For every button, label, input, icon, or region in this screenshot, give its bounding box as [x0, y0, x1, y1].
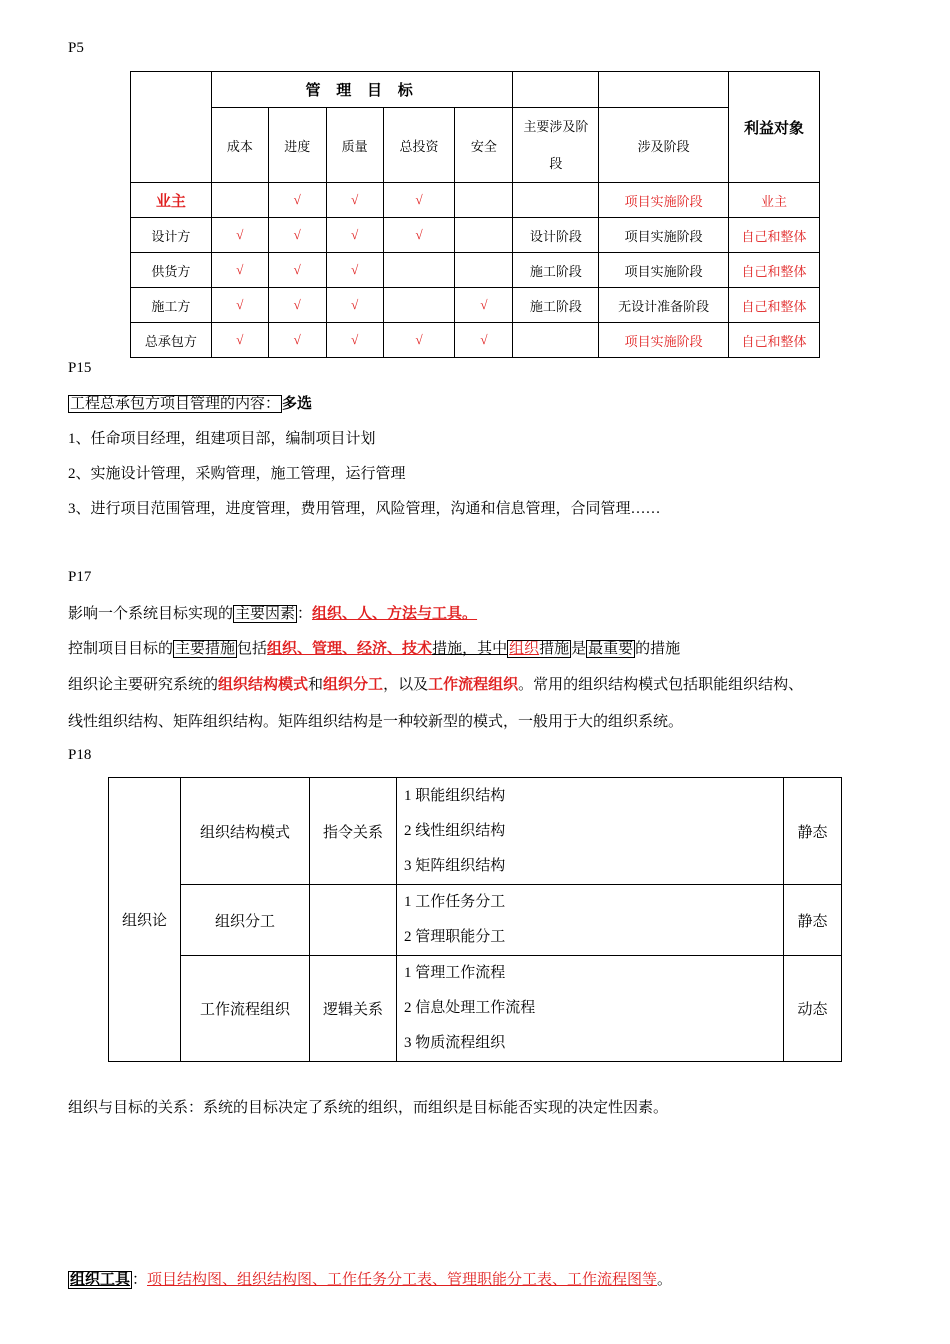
text-span: 影响一个系统目标实现的: [68, 606, 234, 622]
stakeholder-cell: 自己和整体: [729, 218, 820, 253]
check-cell: [211, 183, 268, 218]
text-span: 包括: [237, 641, 268, 657]
key-term: 组织分工: [323, 677, 384, 693]
stakeholder-header: 利益对象: [729, 72, 820, 183]
col-cost: 成本: [211, 108, 268, 183]
text-span: 和: [308, 677, 324, 693]
p17-line-3: [68, 675, 803, 695]
check-cell: √: [211, 288, 268, 323]
check-cell: √: [268, 323, 326, 358]
check-cell: √: [455, 323, 513, 358]
text-span: ：: [297, 606, 313, 622]
table-row: [131, 183, 820, 218]
stakeholder-cell: 业主: [729, 183, 820, 218]
group-name-cell: 组织结构模式: [181, 778, 310, 885]
items-cell: [397, 885, 784, 956]
org-tools-label: 组织工具: [70, 1272, 131, 1288]
list-item: 1 职能组织结构: [404, 787, 506, 804]
state-cell: 静态: [784, 885, 842, 956]
list-item: 1 管理工作流程: [404, 965, 506, 981]
text-span: ，以及: [383, 677, 429, 693]
check-cell: √: [268, 253, 326, 288]
check-cell: [455, 253, 513, 288]
stakeholder-cell: 自己和整体: [729, 288, 820, 323]
relation-cell: [310, 885, 397, 956]
items-cell: [397, 956, 784, 1062]
check-cell: √: [268, 218, 326, 253]
list-item: 3 物质流程组织: [404, 1035, 506, 1051]
check-cell: √: [326, 183, 383, 218]
blank-header-cell: [599, 72, 729, 108]
party-cell: 业主: [131, 183, 212, 218]
stage-cell: 无设计准备阶段: [599, 288, 729, 323]
table-row: [131, 288, 820, 323]
corner-cell: [131, 72, 212, 183]
organization-theory-table: [108, 777, 842, 1062]
items-cell: [397, 778, 784, 885]
col-main-stage: 主要涉及阶段: [513, 108, 599, 183]
stage-cell: 项目实施阶段: [599, 253, 729, 288]
key-measures: 组织、管理、经济、技术: [267, 641, 433, 657]
relation-note: 组织与目标的关系：系统的目标决定了系统的组织，而组织是目标能否实现的决定性因素。: [68, 1100, 669, 1116]
check-cell: √: [455, 288, 513, 323]
check-cell: √: [211, 253, 268, 288]
group-name-cell: 工作流程组织: [181, 956, 310, 1062]
text-span: 控制项目目标的: [68, 641, 174, 657]
list-item: 3、进行项目范围管理，进度管理，费用管理，风险管理，沟通和信息管理，合同管理……: [68, 501, 661, 517]
check-cell: [383, 288, 455, 323]
col-quality: 质量: [326, 108, 383, 183]
list-item: 2 信息处理工作流程: [404, 1000, 536, 1016]
check-cell: √: [326, 218, 383, 253]
list-item: 1、任命项目经理，组建项目部，编制项目计划: [68, 431, 376, 447]
text-span: 组织论主要研究系统的: [68, 677, 219, 693]
key-term: 组织结构模式: [218, 677, 309, 693]
check-cell: √: [383, 183, 455, 218]
text-span: ：: [132, 1272, 148, 1288]
blank-header-cell: [513, 72, 599, 108]
check-cell: [455, 183, 513, 218]
key-term: 组织: [509, 641, 540, 657]
p17-line-1: [68, 604, 477, 624]
boxed-term: 最重要: [588, 641, 634, 657]
main-stage-cell: 施工阶段: [513, 253, 599, 288]
main-stage-cell: 设计阶段: [513, 218, 599, 253]
main-stage-cell: 施工阶段: [513, 288, 599, 323]
page-label-p17: P17: [68, 569, 92, 585]
check-cell: [455, 218, 513, 253]
col-stage: 涉及阶段: [599, 108, 729, 183]
relation-cell: 逻辑关系: [310, 956, 397, 1062]
p15-heading-tag: 多选: [282, 396, 313, 412]
check-cell: [383, 253, 455, 288]
check-cell: √: [383, 218, 455, 253]
stage-cell: 项目实施阶段: [599, 183, 729, 218]
check-cell: √: [383, 323, 455, 358]
key-factors: 组织、人、方法与工具。: [312, 606, 478, 622]
party-cell: 总承包方: [131, 323, 212, 358]
table-row: [131, 323, 820, 358]
stakeholder-cell: 自己和整体: [729, 323, 820, 358]
check-cell: √: [268, 183, 326, 218]
list-item: 2 线性组织结构: [404, 822, 506, 839]
text-span: 是: [571, 641, 587, 657]
check-cell: √: [326, 253, 383, 288]
col-schedule: 进度: [268, 108, 326, 183]
page-label-p18: P18: [68, 747, 92, 763]
org-theory-cell: 组织论: [109, 778, 181, 1062]
list-item: 1 工作任务分工: [404, 894, 506, 910]
org-tools-line: [68, 1270, 672, 1290]
table-row: [131, 253, 820, 288]
text-span: 。常用的组织结构模式包括职能组织结构、: [518, 677, 804, 693]
stage-cell: 项目实施阶段: [599, 218, 729, 253]
page-label-p5: P5: [68, 40, 84, 56]
boxed-term: 主要因素: [235, 606, 296, 622]
col-investment: 总投资: [383, 108, 455, 183]
page-label-p15: P15: [68, 360, 92, 376]
list-item: 2、实施设计管理，采购管理，施工管理，运行管理: [68, 466, 406, 482]
main-stage-cell: [513, 323, 599, 358]
relation-cell: 指令关系: [310, 778, 397, 885]
text-span: 的措施: [635, 641, 681, 657]
list-item: 3 矩阵组织结构: [404, 857, 506, 874]
party-cell: 施工方: [131, 288, 212, 323]
party-cell: 供货方: [131, 253, 212, 288]
management-goals-table: [130, 71, 820, 358]
check-cell: √: [326, 288, 383, 323]
col-safety: 安全: [455, 108, 513, 183]
key-term: 工作流程组织: [428, 677, 519, 693]
p15-heading-text: 工程总承包方项目管理的内容：: [70, 396, 281, 412]
p17-line-4: 线性组织结构、矩阵组织结构。矩阵组织结构是一种较新型的模式，一般用于大的组织系统。: [68, 714, 684, 730]
management-goals-header: 管 理 目 标: [211, 72, 513, 108]
state-cell: 动态: [784, 956, 842, 1062]
list-item: 2 管理职能分工: [404, 929, 506, 945]
stakeholder-cell: 自己和整体: [729, 253, 820, 288]
check-cell: √: [211, 323, 268, 358]
p17-line-2: [68, 639, 680, 659]
text-span: 措施: [539, 641, 570, 657]
stage-cell: 项目实施阶段: [599, 323, 729, 358]
text-span: 措施，其中: [432, 641, 508, 657]
check-cell: √: [211, 218, 268, 253]
table-row: [131, 218, 820, 253]
p15-heading: [68, 394, 312, 414]
boxed-term: 主要措施: [175, 641, 236, 657]
check-cell: √: [268, 288, 326, 323]
org-tools-list: 项目结构图、组织结构图、工作任务分工表、管理职能分工表、工作流程图等: [147, 1272, 658, 1288]
state-cell: 静态: [784, 778, 842, 885]
main-stage-cell: [513, 183, 599, 218]
check-cell: √: [326, 323, 383, 358]
group-name-cell: 组织分工: [181, 885, 310, 956]
party-cell: 设计方: [131, 218, 212, 253]
text-span: 。: [657, 1272, 673, 1288]
